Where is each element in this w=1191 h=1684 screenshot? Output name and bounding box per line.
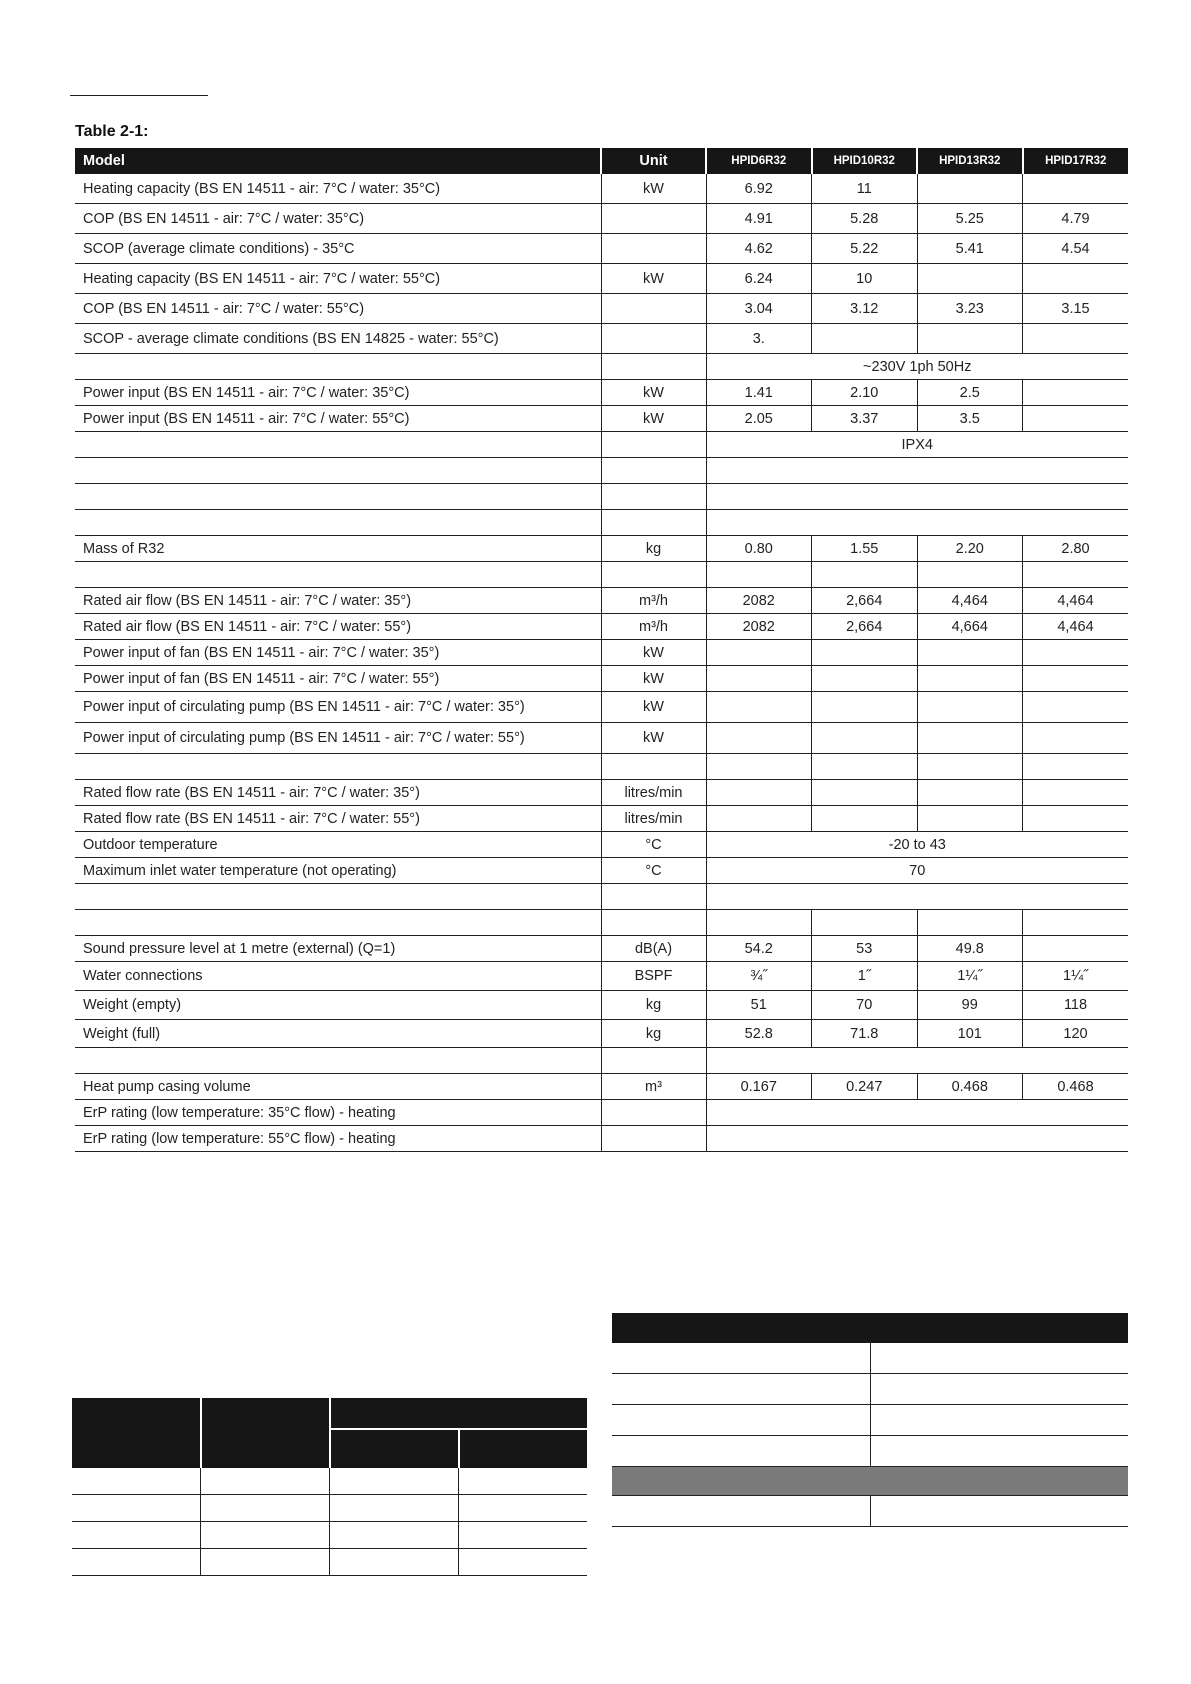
row-label (75, 432, 601, 458)
table-header-row (75, 148, 1128, 174)
cell-value: 2.20 (917, 536, 1023, 562)
cell-value: ¾˝ (706, 962, 812, 991)
row-unit (601, 324, 706, 354)
row-label: COP (BS EN 14511 - air: 7°C / water: 35°C) (75, 204, 601, 234)
row-label: COP (BS EN 14511 - air: 7°C / water: 55°C) (75, 294, 601, 324)
row-label: Power input of circulating pump (BS EN 14511 - air: 7°C / water: 35°) (75, 692, 601, 723)
row-span-value: 70 (706, 858, 1128, 884)
row-unit: litres/min (601, 806, 706, 832)
cell-value (1023, 723, 1129, 754)
right-table-header (612, 1313, 1128, 1343)
cell-value: 5.25 (917, 204, 1023, 234)
cell-value: 70 (812, 991, 918, 1020)
table-row (75, 484, 1128, 510)
cell-value (706, 910, 812, 936)
row-unit: kg (601, 536, 706, 562)
technical-spec-table (75, 148, 1128, 1152)
cell-value (706, 754, 812, 780)
table-row (75, 1100, 1128, 1126)
row-label: Mass of R32 (75, 536, 601, 562)
left-header-divider (329, 1398, 331, 1468)
cell-value (706, 806, 812, 832)
table-row (75, 536, 1128, 562)
cell-value: 71.8 (812, 1020, 918, 1048)
row-unit: kg (601, 1020, 706, 1048)
cell-value: 0.80 (706, 536, 812, 562)
row-unit (601, 294, 706, 324)
cell-value: 0.247 (812, 1074, 918, 1100)
row-label (75, 354, 601, 380)
table-row (72, 1495, 587, 1522)
table-row (75, 832, 1128, 858)
cell-value: 120 (1023, 1020, 1129, 1048)
row-unit: dB(A) (601, 936, 706, 962)
left-header-divider (200, 1398, 202, 1468)
row-span-value: IPX4 (706, 432, 1128, 458)
table-row (75, 806, 1128, 832)
cell-value (1023, 406, 1129, 432)
row-unit (601, 458, 706, 484)
cell-value (812, 754, 918, 780)
cell-value: 0.468 (1023, 1074, 1129, 1100)
row-label: Rated air flow (BS EN 14511 - air: 7°C / water: 35°) (75, 588, 601, 614)
row-label: Rated flow rate (BS EN 14511 - air: 7°C / water: 55°) (75, 806, 601, 832)
cell-value: 3.15 (1023, 294, 1129, 324)
row-label: Outdoor temperature (75, 832, 601, 858)
row-unit: kW (601, 264, 706, 294)
table-row (75, 884, 1128, 910)
cell-value (812, 562, 918, 588)
cell-value (1023, 754, 1129, 780)
cell-value: 4,464 (1023, 588, 1129, 614)
row-label (75, 562, 601, 588)
table-row (75, 406, 1128, 432)
row-span-value (706, 1100, 1128, 1126)
cell-value: 49.8 (917, 936, 1023, 962)
header-model-2: HPID10R32 (812, 148, 918, 174)
table-row (75, 1048, 1128, 1074)
table-row (75, 910, 1128, 936)
row-unit: kW (601, 692, 706, 723)
cell-value: 4.54 (1023, 234, 1129, 264)
cell-value (812, 324, 918, 354)
row-unit: kg (601, 991, 706, 1020)
row-span-value (706, 484, 1128, 510)
cell-value: 4,464 (1023, 614, 1129, 640)
cell-value (706, 640, 812, 666)
table-row (612, 1343, 1128, 1374)
row-label: ErP rating (low temperature: 35°C flow) - heating (75, 1100, 601, 1126)
table-row (75, 204, 1128, 234)
cell-value (917, 666, 1023, 692)
cell-value: 2082 (706, 588, 812, 614)
row-unit (601, 510, 706, 536)
row-label: Water connections (75, 962, 601, 991)
cell-value (917, 640, 1023, 666)
cell-value (1023, 640, 1129, 666)
table-row (612, 1436, 1128, 1467)
row-label: Heating capacity (BS EN 14511 - air: 7°C / water: 55°C) (75, 264, 601, 294)
cell-value: 2.05 (706, 406, 812, 432)
row-unit (601, 1048, 706, 1074)
right-table-band (612, 1467, 1128, 1496)
row-unit (601, 1126, 706, 1152)
cell-value: 2.80 (1023, 536, 1129, 562)
table-row (75, 640, 1128, 666)
row-unit (601, 562, 706, 588)
row-unit (601, 432, 706, 458)
cell-value: 10 (812, 264, 918, 294)
row-unit: °C (601, 858, 706, 884)
row-unit (601, 1100, 706, 1126)
row-label: Heating capacity (BS EN 14511 - air: 7°C / water: 35°C) (75, 174, 601, 204)
header-model: Model (75, 148, 601, 174)
cell-value (1023, 174, 1129, 204)
row-label: SCOP - average climate conditions (BS EN 14825 - water: 55°C) (75, 324, 601, 354)
cell-value (917, 562, 1023, 588)
cell-value (1023, 780, 1129, 806)
row-label (75, 754, 601, 780)
table-row (75, 666, 1128, 692)
cell-value: 2,664 (812, 614, 918, 640)
row-label: Power input of fan (BS EN 14511 - air: 7°C / water: 55°) (75, 666, 601, 692)
cell-value: 53 (812, 936, 918, 962)
cell-value: 3.12 (812, 294, 918, 324)
row-label: Weight (full) (75, 1020, 601, 1048)
table-row (612, 1405, 1128, 1436)
cell-value (917, 754, 1023, 780)
row-span-value (706, 458, 1128, 484)
cell-value: 1¼˝ (1023, 962, 1129, 991)
row-unit: m³ (601, 1074, 706, 1100)
table-row (75, 234, 1128, 264)
cell-value (1023, 264, 1129, 294)
row-label (75, 1048, 601, 1074)
right-lower-table (612, 1313, 1128, 1527)
row-span-value (706, 510, 1128, 536)
table-row (72, 1522, 587, 1549)
cell-value: 4,664 (917, 614, 1023, 640)
table-row (75, 692, 1128, 723)
row-unit: kW (601, 640, 706, 666)
row-unit: kW (601, 666, 706, 692)
row-label: Sound pressure level at 1 metre (external) (Q=1) (75, 936, 601, 962)
row-unit: kW (601, 380, 706, 406)
cell-value (917, 780, 1023, 806)
cell-value: 4.91 (706, 204, 812, 234)
cell-value (917, 723, 1023, 754)
cell-value (706, 723, 812, 754)
table-row (75, 174, 1128, 204)
row-label: Power input of fan (BS EN 14511 - air: 7°C / water: 35°) (75, 640, 601, 666)
row-unit: litres/min (601, 780, 706, 806)
table-row (75, 1020, 1128, 1048)
table-row (75, 588, 1128, 614)
row-label (75, 510, 601, 536)
cell-value (917, 910, 1023, 936)
header-model-3: HPID13R32 (917, 148, 1023, 174)
cell-value: 2.10 (812, 380, 918, 406)
cell-value: 3.23 (917, 294, 1023, 324)
cell-value: 3.04 (706, 294, 812, 324)
row-label: Rated flow rate (BS EN 14511 - air: 7°C / water: 35°) (75, 780, 601, 806)
cell-value: 11 (812, 174, 918, 204)
cell-value: 54.2 (706, 936, 812, 962)
row-unit (601, 234, 706, 264)
row-label: ErP rating (low temperature: 55°C flow) - heating (75, 1126, 601, 1152)
table-row (75, 723, 1128, 754)
row-unit: °C (601, 832, 706, 858)
cell-value: 1.41 (706, 380, 812, 406)
cell-value (812, 692, 918, 723)
cell-value (812, 780, 918, 806)
row-label: SCOP (average climate conditions) - 35°C (75, 234, 601, 264)
row-unit: m³/h (601, 588, 706, 614)
cell-value: 5.28 (812, 204, 918, 234)
table-row (75, 380, 1128, 406)
cell-value: 3.5 (917, 406, 1023, 432)
cell-value: 1¼˝ (917, 962, 1023, 991)
cell-value (917, 692, 1023, 723)
row-unit: m³/h (601, 614, 706, 640)
cell-value (1023, 936, 1129, 962)
table-row (75, 510, 1128, 536)
table-row (75, 991, 1128, 1020)
cell-value (1023, 910, 1129, 936)
cell-value: 5.22 (812, 234, 918, 264)
row-label (75, 884, 601, 910)
row-unit: kW (601, 174, 706, 204)
cell-value (706, 692, 812, 723)
cell-value (1023, 692, 1129, 723)
cell-value (917, 264, 1023, 294)
table-row (75, 936, 1128, 962)
table-row (75, 324, 1128, 354)
header-unit: Unit (601, 148, 706, 174)
row-span-value: ~230V 1ph 50Hz (706, 354, 1128, 380)
left-header-divider (458, 1430, 460, 1468)
table-row (75, 754, 1128, 780)
cell-value (917, 174, 1023, 204)
cell-value: 3. (706, 324, 812, 354)
row-label (75, 458, 601, 484)
row-span-value (706, 1048, 1128, 1074)
cell-value: 2.5 (917, 380, 1023, 406)
table-row (75, 614, 1128, 640)
cell-value (1023, 806, 1129, 832)
table-row (612, 1496, 1128, 1527)
cell-value: 118 (1023, 991, 1129, 1020)
table-row (75, 858, 1128, 884)
cell-value: 0.468 (917, 1074, 1023, 1100)
table-row (75, 780, 1128, 806)
cell-value (812, 910, 918, 936)
row-label: Power input of circulating pump (BS EN 14511 - air: 7°C / water: 55°) (75, 723, 601, 754)
header-model-1: HPID6R32 (706, 148, 812, 174)
table-row (75, 1074, 1128, 1100)
row-unit (601, 910, 706, 936)
row-unit (601, 754, 706, 780)
row-label: Maximum inlet water temperature (not operating) (75, 858, 601, 884)
table-row (612, 1374, 1128, 1405)
row-unit: BSPF (601, 962, 706, 991)
table-row (75, 962, 1128, 991)
row-label: Power input (BS EN 14511 - air: 7°C / water: 55°C) (75, 406, 601, 432)
cell-value: 4.62 (706, 234, 812, 264)
cell-value (812, 640, 918, 666)
cell-value (706, 562, 812, 588)
cell-value: 1˝ (812, 962, 918, 991)
cell-value: 51 (706, 991, 812, 1020)
row-label: Power input (BS EN 14511 - air: 7°C / water: 35°C) (75, 380, 601, 406)
cell-value: 52.8 (706, 1020, 812, 1048)
table-row (75, 264, 1128, 294)
cell-value (1023, 666, 1129, 692)
row-span-value (706, 884, 1128, 910)
table-row (75, 294, 1128, 324)
row-label (75, 484, 601, 510)
cell-value (812, 806, 918, 832)
cell-value: 2,664 (812, 588, 918, 614)
row-unit (601, 204, 706, 234)
row-unit: kW (601, 406, 706, 432)
row-unit (601, 884, 706, 910)
table-row (75, 432, 1128, 458)
cell-value: 4,464 (917, 588, 1023, 614)
cell-value: 4.79 (1023, 204, 1129, 234)
top-rule (70, 95, 208, 96)
row-label: Heat pump casing volume (75, 1074, 601, 1100)
cell-value: 5.41 (917, 234, 1023, 264)
cell-value: 2082 (706, 614, 812, 640)
cell-value: 6.92 (706, 174, 812, 204)
table-row (75, 562, 1128, 588)
table-row (72, 1549, 587, 1576)
row-label (75, 910, 601, 936)
left-lower-table (72, 1468, 587, 1576)
header-model-4: HPID17R32 (1023, 148, 1129, 174)
table-row (75, 1126, 1128, 1152)
cell-value (812, 723, 918, 754)
table-caption: Table 2-1: (75, 123, 149, 140)
table-row (75, 458, 1128, 484)
table-row (75, 354, 1128, 380)
cell-value: 0.167 (706, 1074, 812, 1100)
row-unit (601, 354, 706, 380)
cell-value: 6.24 (706, 264, 812, 294)
cell-value: 3.37 (812, 406, 918, 432)
cell-value (706, 780, 812, 806)
row-unit (601, 484, 706, 510)
table-row (72, 1468, 587, 1495)
cell-value (917, 806, 1023, 832)
row-label: Weight (empty) (75, 991, 601, 1020)
cell-value (1023, 324, 1129, 354)
cell-value: 1.55 (812, 536, 918, 562)
row-span-value (706, 1126, 1128, 1152)
row-span-value: -20 to 43 (706, 832, 1128, 858)
cell-value: 101 (917, 1020, 1023, 1048)
row-label: Rated air flow (BS EN 14511 - air: 7°C / water: 55°) (75, 614, 601, 640)
cell-value (917, 324, 1023, 354)
cell-value (706, 666, 812, 692)
cell-value (812, 666, 918, 692)
cell-value (1023, 562, 1129, 588)
cell-value (1023, 380, 1129, 406)
row-unit: kW (601, 723, 706, 754)
cell-value: 99 (917, 991, 1023, 1020)
